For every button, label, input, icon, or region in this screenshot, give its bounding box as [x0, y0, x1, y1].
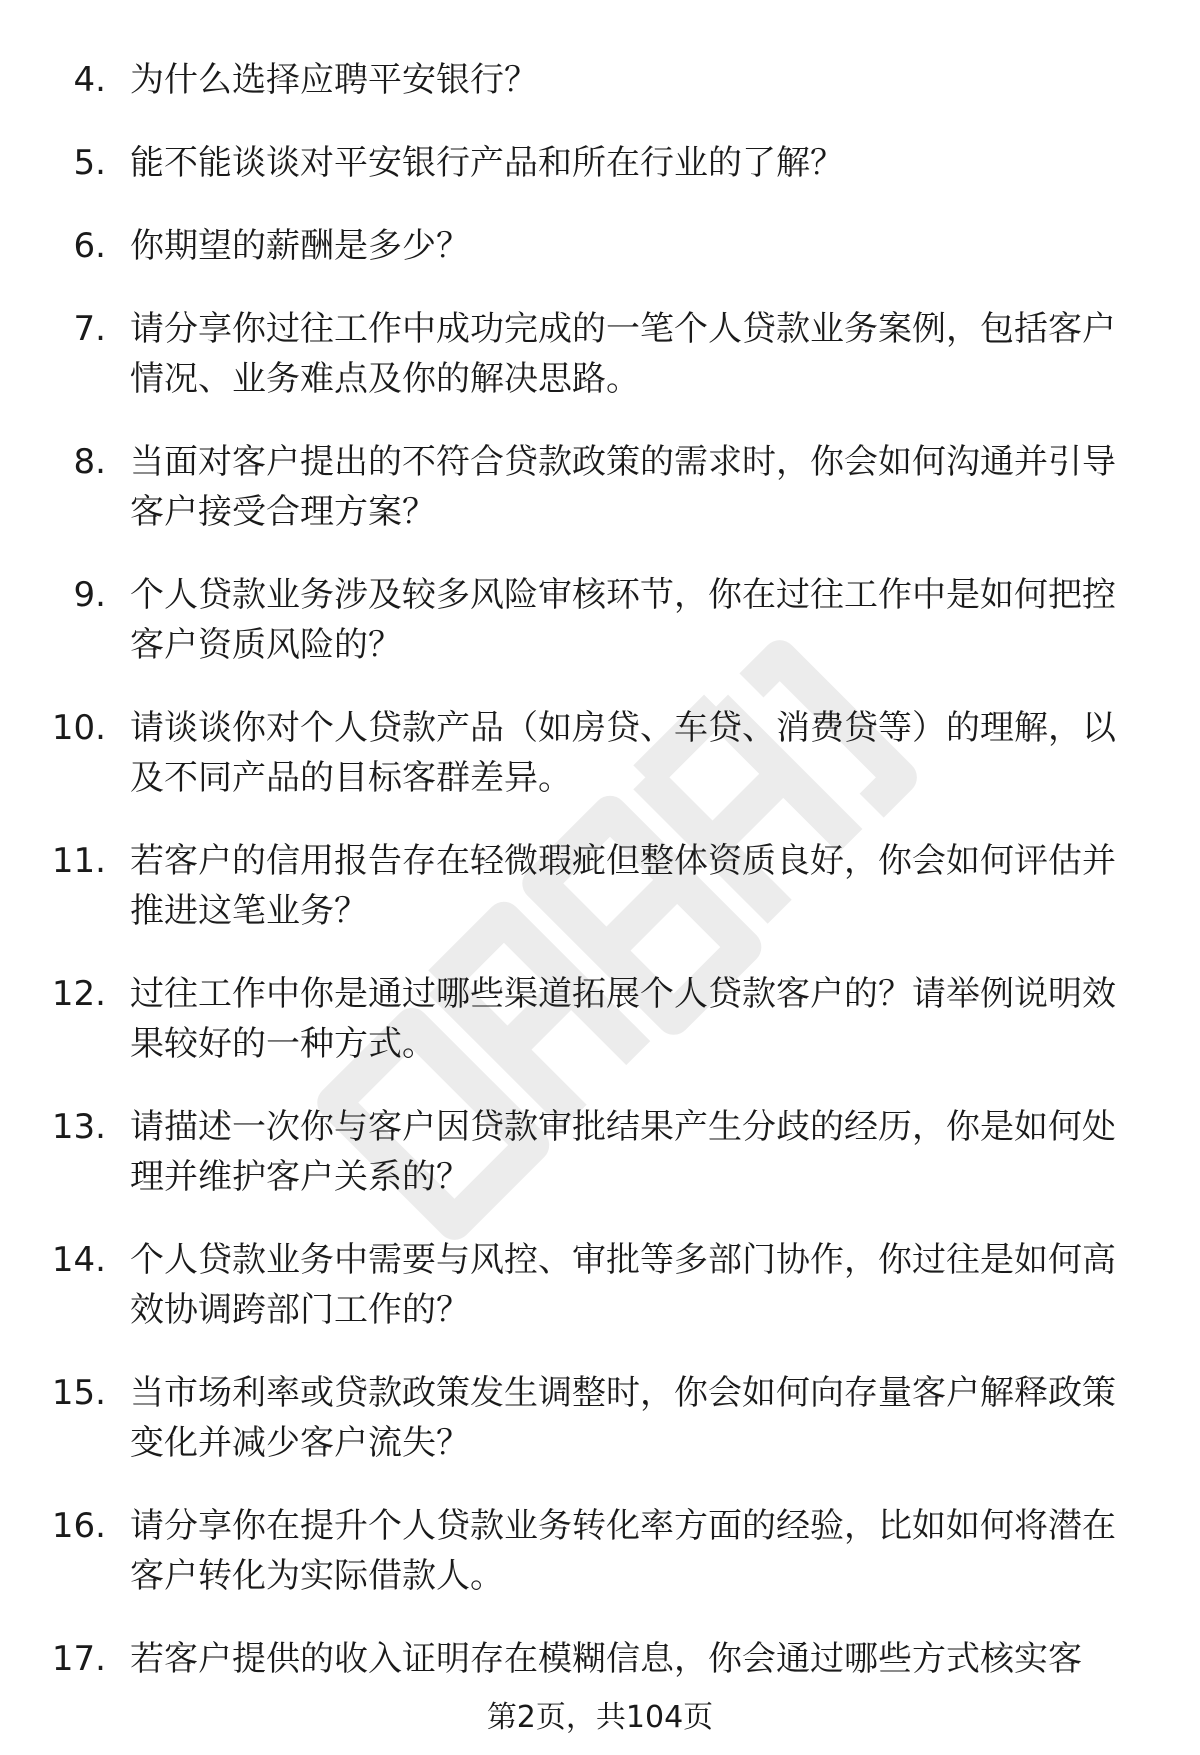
question-item — [0, 1634, 1200, 1684]
question-number: 11. — [51, 841, 106, 881]
question-text: 个人贷款业务涉及较多风险审核环节，你在过往工作中是如何把控客户资质风险的？ — [130, 575, 1116, 665]
question-number: 4. — [73, 60, 106, 100]
question-text: 个人贷款业务中需要与风控、审批等多部门协作，你过往是如何高效协调跨部门工作的？ — [130, 1240, 1116, 1330]
question-item — [0, 55, 1200, 105]
question-item — [0, 836, 1200, 936]
question-text: 你期望的薪酬是多少？ — [130, 226, 470, 266]
question-text: 为什么选择应聘平安银行？ — [130, 60, 538, 100]
question-number: 16. — [51, 1506, 106, 1546]
question-number: 8. — [73, 442, 106, 482]
question-item — [0, 304, 1200, 404]
question-number: 9. — [73, 575, 106, 615]
question-text: 请分享你过往工作中成功完成的一笔个人贷款业务案例，包括客户情况、业务难点及你的解决思路。 — [130, 309, 1116, 399]
question-number: 13. — [51, 1107, 106, 1147]
question-item — [0, 437, 1200, 537]
question-item — [0, 570, 1200, 670]
question-number: 5. — [73, 143, 106, 183]
question-text: 请分享你在提升个人贷款业务转化率方面的经验，比如如何将潜在客户转化为实际借款人。 — [130, 1506, 1116, 1596]
question-number: 15. — [51, 1373, 106, 1413]
question-item — [0, 703, 1200, 803]
question-number: 17. — [51, 1639, 106, 1679]
question-number: 7. — [73, 309, 106, 349]
question-text: 若客户提供的收入证明存在模糊信息，你会通过哪些方式核实客 — [130, 1639, 1082, 1679]
question-text: 当面对客户提出的不符合贷款政策的需求时，你会如何沟通并引导客户接受合理方案？ — [130, 442, 1116, 532]
question-item — [0, 969, 1200, 1069]
question-item — [0, 1368, 1200, 1468]
question-number: 6. — [73, 226, 106, 266]
question-list — [0, 55, 1200, 1717]
question-item — [0, 1501, 1200, 1601]
question-text: 请描述一次你与客户因贷款审批结果产生分歧的经历，你是如何处理并维护客户关系的？ — [130, 1107, 1116, 1197]
question-text: 过往工作中你是通过哪些渠道拓展个人贷款客户的？请举例说明效果较好的一种方式。 — [130, 974, 1116, 1064]
question-text: 请谈谈你对个人贷款产品（如房贷、车贷、消费贷等）的理解，以及不同产品的目标客群差异。 — [130, 708, 1116, 798]
question-item — [0, 138, 1200, 188]
question-item — [0, 221, 1200, 271]
question-number: 14. — [51, 1240, 106, 1280]
question-text: 当市场利率或贷款政策发生调整时，你会如何向存量客户解释政策变化并减少客户流失？ — [130, 1373, 1116, 1463]
question-item — [0, 1102, 1200, 1202]
question-text: 若客户的信用报告存在轻微瑕疵但整体资质良好，你会如何评估并推进这笔业务？ — [130, 841, 1116, 931]
question-number: 10. — [51, 708, 106, 748]
question-item — [0, 1235, 1200, 1335]
page-footer: 第2页，共104页 — [486, 1700, 714, 1735]
question-text: 能不能谈谈对平安银行产品和所在行业的了解？ — [130, 143, 844, 183]
question-number: 12. — [51, 974, 106, 1014]
